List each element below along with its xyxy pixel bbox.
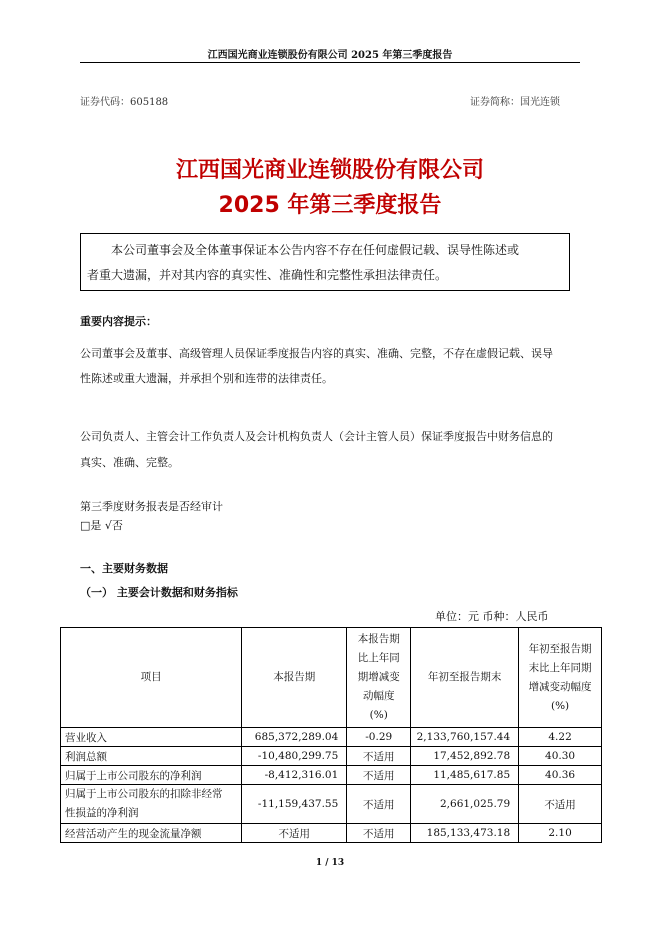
important-para2-line2: 真实、准确、完整。	[80, 456, 179, 469]
row-ytd-change: 不适用	[519, 785, 602, 824]
table-row	[61, 728, 602, 747]
declaration-text-1: 本公司董事会及全体董事保证本公告内容不存在任何虚假记载、误导性陈述或	[111, 243, 520, 257]
section-heading: 一、主要财务数据	[80, 562, 168, 575]
header-current-change-l5: (%)	[369, 709, 388, 721]
table-row	[61, 747, 602, 766]
declaration-box	[80, 233, 570, 291]
audit-answer: □是 √否	[80, 519, 123, 532]
important-para2-line1: 公司负责人、主管会计工作负责人及会计机构负责人（会计主管人员）保证季度报告中财务信息的	[80, 430, 553, 443]
audit-question: 第三季度财务报表是否经审计	[80, 500, 223, 513]
row-ytd: 2,133,760,157.44	[411, 728, 519, 747]
stock-short-name: 证券简称：国光连锁	[470, 97, 560, 108]
row-item: 经营活动产生的现金流量净额	[61, 824, 242, 843]
header-ytd-change-l3: 增减变动幅度	[528, 680, 592, 693]
table-row	[61, 824, 602, 843]
row-ytd: 2,661,025.79	[411, 785, 519, 824]
stock-code: 证券代码：605188	[80, 97, 169, 108]
row-current: -10,480,299.75	[242, 747, 347, 766]
report-title-company: 江西国光商业连锁股份有限公司	[175, 158, 484, 183]
row-item-line1: 归属于上市公司股东的扣除非经常	[65, 788, 223, 800]
header-current-change	[347, 628, 411, 728]
header-ytd-change	[519, 628, 602, 728]
running-header: 江西国光商业连锁股份有限公司 2025 年第三季度报告	[207, 50, 453, 61]
row-item: 利润总额	[61, 747, 242, 766]
row-current: -8,412,316.01	[242, 766, 347, 785]
header-ytd: 年初至报告期末	[411, 628, 519, 728]
table-row	[61, 785, 602, 824]
table-header-row	[61, 628, 602, 728]
header-ytd-change-l4: (%)	[550, 699, 570, 712]
subsection-heading: （一） 主要会计数据和财务指标	[80, 586, 238, 599]
row-current-change: 不适用	[347, 766, 411, 785]
row-item	[61, 785, 242, 824]
header-rule	[80, 62, 580, 63]
row-ytd: 11,485,617.85	[411, 766, 519, 785]
table-row	[61, 766, 602, 785]
financial-table	[60, 627, 602, 843]
header-ytd-change-l1: 年初至报告期	[528, 642, 592, 655]
row-ytd-change: 2.10	[519, 824, 602, 843]
row-item-line2: 性损益的净利润	[65, 807, 139, 819]
row-current-change: 不适用	[347, 747, 411, 766]
row-current: 685,372,289.04	[242, 728, 347, 747]
row-current-change: 不适用	[347, 824, 411, 843]
header-current-change-l3: 期增减变	[357, 671, 400, 683]
header-current-change-l2: 比上年同	[357, 652, 400, 664]
declaration-line-1	[87, 238, 567, 263]
header-item: 项目	[61, 628, 242, 728]
row-ytd-change: 4.22	[519, 728, 602, 747]
row-ytd: 17,452,892.78	[411, 747, 519, 766]
row-ytd: 185,133,473.18	[411, 824, 519, 843]
header-current: 本报告期	[242, 628, 347, 728]
important-para1-line1: 公司董事会及董事、高级管理人员保证季度报告内容的真实、准确、完整，不存在虚假记载、误导	[80, 347, 553, 360]
row-ytd-change: 40.36	[519, 766, 602, 785]
header-ytd-change-l2: 末比上年同期	[528, 661, 592, 674]
row-current-change: -0.29	[347, 728, 411, 747]
row-current: -11,159,437.55	[242, 785, 347, 824]
row-current-change: 不适用	[347, 785, 411, 824]
report-title-period: 2025 年第三季度报告	[218, 193, 442, 218]
header-current-change-l4: 动幅度	[362, 690, 395, 702]
row-ytd-change: 40.30	[519, 747, 602, 766]
page-number: 1 / 13	[315, 858, 345, 868]
row-current: 不适用	[242, 824, 347, 843]
important-para1-line2: 性陈述或重大遗漏，并承担个别和连带的法律责任。	[80, 372, 333, 385]
important-heading: 重要内容提示：	[80, 315, 157, 328]
row-item: 归属于上市公司股东的净利润	[61, 766, 242, 785]
declaration-line-2: 者重大遗漏，并对其内容的真实性、准确性和完整性承担法律责任。	[87, 268, 448, 282]
row-item: 营业收入	[61, 728, 242, 747]
unit-currency-line: 单位：元 币种：人民币	[435, 610, 549, 623]
header-current-change-l1: 本报告期	[357, 633, 400, 645]
